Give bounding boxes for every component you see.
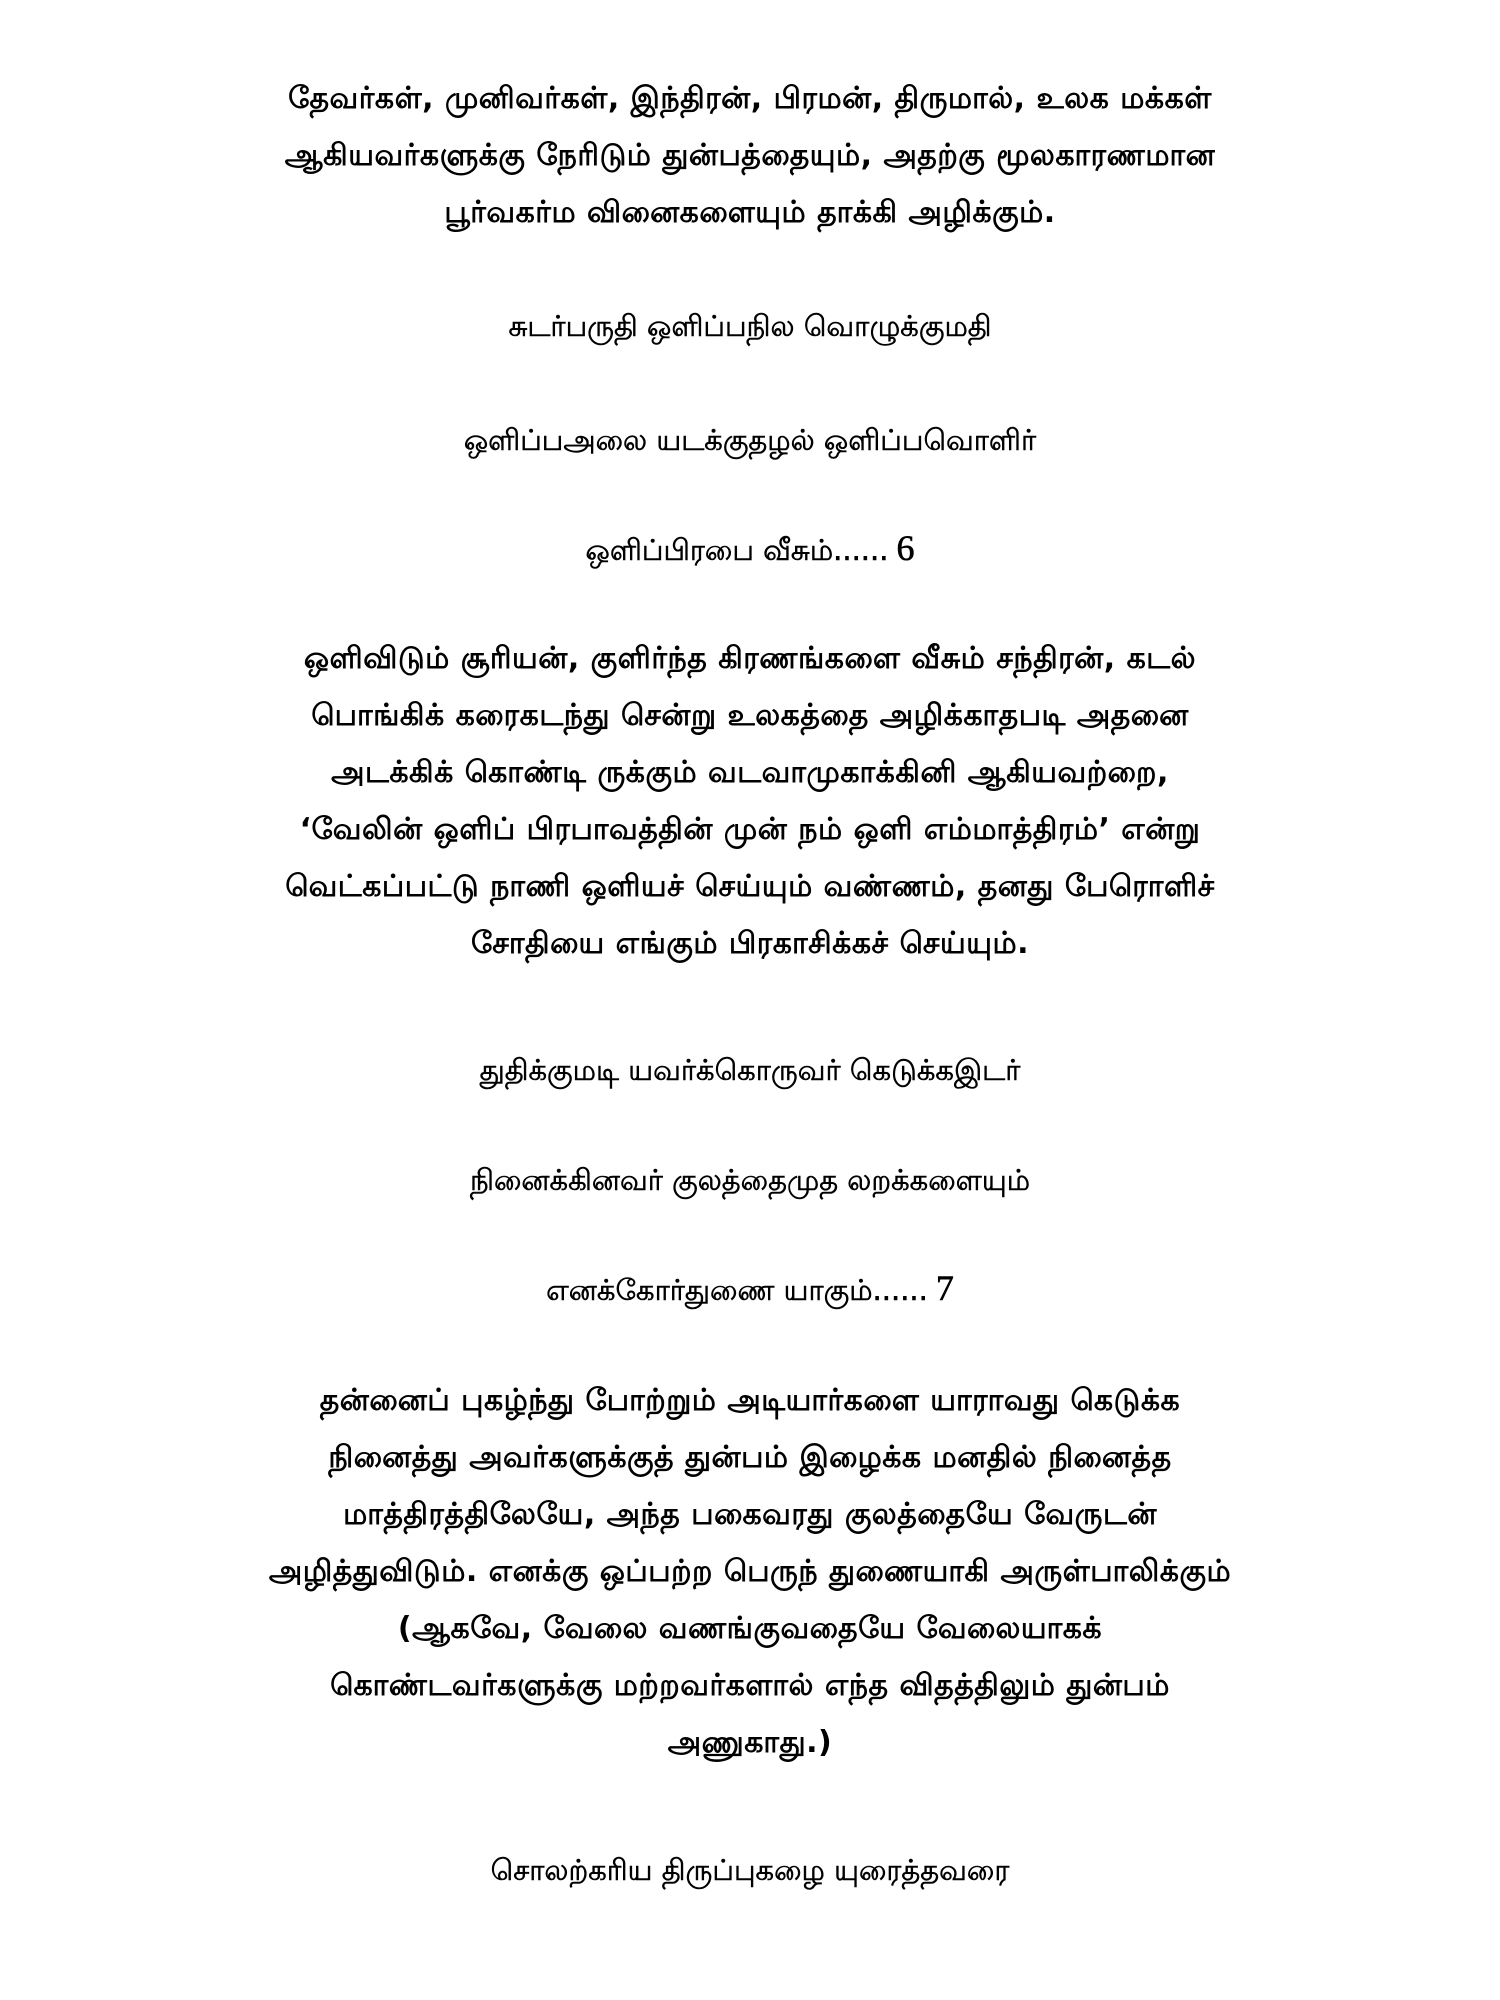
paragraph-line: அழித்துவிடும். எனக்கு ஒப்பற்ற பெருந் துணையாகி அருள்பாலிக்கும் <box>268 1554 1232 1589</box>
verse-number: 7 <box>935 1268 954 1308</box>
verse-6-line-2: ஒளிப்பஅலை யடக்குதழல் ஒளிப்பவொளிர் <box>463 423 1037 457</box>
commentary-paragraph-2 <box>150 630 1350 972</box>
paragraph-line: அணுகாது.) <box>667 1725 833 1760</box>
verse-text: ஒளிப்பிரபை வீசும்...... <box>585 533 889 567</box>
paragraph-line: வெட்கப்பட்டு நாணி ஒளியச் செய்யும் வண்ணம், தனது பேரொளிச் <box>285 869 1215 904</box>
verse-text: எனக்கோர்துணை யாகும்...... <box>546 1273 928 1307</box>
verse-6-line-3 <box>150 528 1350 570</box>
paragraph-line: ஒளிவிடும் சூரியன், குளிர்ந்த கிரணங்களை வீசும் சந்திரன், கடல் <box>303 641 1197 676</box>
paragraph-line: பூர்வகர்ம வினைகளையும் தாக்கி அழிக்கும். <box>444 195 1056 230</box>
verse-6-line-1: சுடர்பருதி ஒளிப்பநில வொழுக்குமதி <box>508 309 992 343</box>
paragraph-line: நினைத்து அவர்களுக்குத் துன்பம் இழைக்க மனதில் நினைத்த <box>328 1440 1172 1475</box>
commentary-paragraph-1 <box>150 70 1350 241</box>
commentary-paragraph-3 <box>150 1372 1350 1771</box>
verse-7-line-2: நினைக்கினவர் குலத்தைமுத லறக்களையும் <box>469 1163 1031 1197</box>
verse-7-line-3 <box>150 1268 1350 1310</box>
verse-number: 6 <box>896 528 915 568</box>
paragraph-line: கொண்டவர்களுக்கு மற்றவர்களால் எந்த விதத்திலும் துன்பம் <box>330 1668 1170 1703</box>
paragraph-line: மாத்திரத்திலேயே, அந்த பகைவரது குலத்தையே வேருடன் <box>343 1497 1157 1532</box>
paragraph-line: (ஆகவே, வேலை வணங்குவதையே வேலையாகக் <box>397 1611 1103 1646</box>
paragraph-line: சோதியை எங்கும் பிரகாசிக்கச் செய்யும். <box>470 926 1030 961</box>
paragraph-line: அடக்கிக் கொண்டி ருக்கும் வடவாமுகாக்கினி ஆகியவற்றை, <box>331 755 1169 790</box>
verse-8-line-1: சொலற்கரிய திருப்புகழை யுரைத்தவரை <box>490 1853 1010 1887</box>
paragraph-line: ஆகியவர்களுக்கு நேரிடும் துன்பத்தையும், அதற்கு மூலகாரணமான <box>284 138 1216 173</box>
paragraph-line: ‘வேலின் ஒளிப் பிரபாவத்தின் முன் நம் ஒளி எம்மாத்திரம்’ என்று <box>299 812 1201 847</box>
verse-7-line-1: துதிக்குமடி யவர்க்கொருவர் கெடுக்கஇடர் <box>479 1053 1021 1087</box>
paragraph-line: தேவர்கள், முனிவர்கள், இந்திரன், பிரமன், திருமால், உலக மக்கள் <box>288 81 1212 116</box>
paragraph-line: பொங்கிக் கரைகடந்து சென்று உலகத்தை அழிக்காதபடி அதனை <box>311 698 1189 733</box>
paragraph-line: தன்னைப் புகழ்ந்து போற்றும் அடியார்களை யாராவது கெடுக்க <box>319 1383 1181 1418</box>
